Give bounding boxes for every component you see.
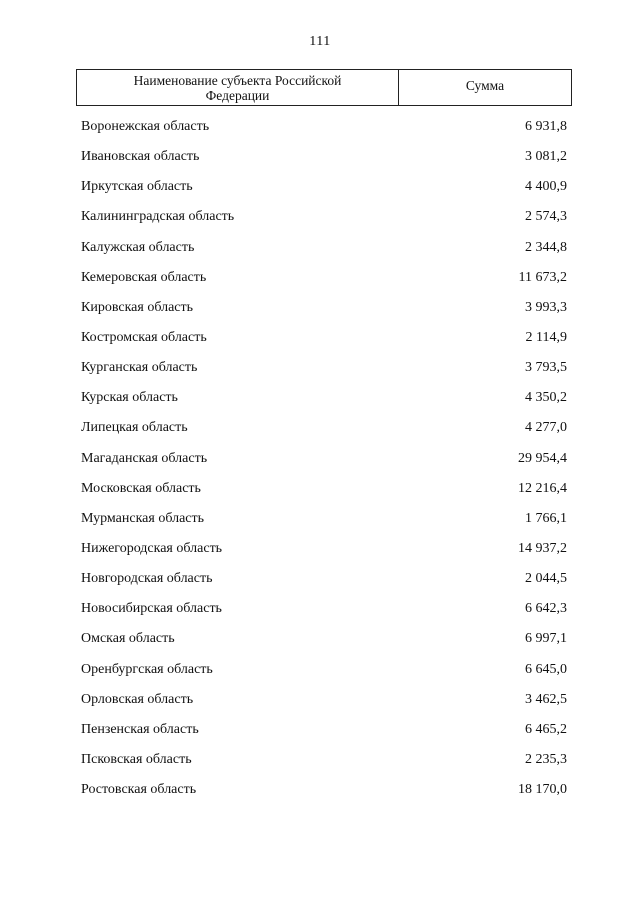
region-sum: 3 793,5 (525, 360, 567, 376)
region-name: Омская область (81, 631, 175, 647)
table-row (81, 564, 567, 594)
region-sum: 6 645,0 (525, 661, 567, 677)
region-sum: 2 114,9 (525, 330, 567, 346)
region-sum: 3 081,2 (525, 149, 567, 165)
table-row (81, 112, 567, 142)
region-sum: 6 465,2 (525, 721, 567, 737)
region-name: Псковская область (81, 752, 192, 768)
region-sum: 3 993,3 (525, 299, 567, 315)
region-sum: 2 235,3 (525, 752, 567, 768)
region-sum: 4 350,2 (525, 390, 567, 406)
region-name: Магаданская область (81, 450, 208, 466)
region-name: Ивановская область (81, 149, 200, 165)
table-row (81, 413, 567, 443)
region-name: Новосибирская область (81, 601, 222, 617)
table-body (81, 112, 567, 805)
table-row (81, 474, 567, 504)
table-row (81, 353, 567, 383)
region-name: Московская область (81, 480, 201, 496)
region-sum: 6 642,3 (525, 601, 567, 617)
region-name: Кировская область (81, 299, 194, 315)
region-sum: 11 673,2 (518, 269, 567, 285)
region-sum: 2 574,3 (525, 209, 567, 225)
table-row (81, 233, 567, 263)
table-row (81, 655, 567, 685)
table-row (81, 594, 567, 624)
table-row (81, 504, 567, 534)
column-header-name: Наименование субъекта Российской Федерации (77, 70, 399, 105)
table-row (81, 172, 567, 202)
region-sum: 6 931,8 (525, 119, 567, 135)
region-sum: 18 170,0 (518, 782, 567, 798)
region-name: Новгородская область (81, 571, 213, 587)
region-sum: 1 766,1 (525, 510, 567, 526)
region-name: Курская область (81, 390, 178, 406)
region-sum: 14 937,2 (518, 541, 567, 557)
region-name: Мурманская область (81, 510, 205, 526)
table-row (81, 323, 567, 353)
region-sum: 29 954,4 (518, 450, 567, 466)
table-row (81, 745, 567, 775)
region-sum: 4 277,0 (525, 420, 567, 436)
region-name: Пензенская область (81, 721, 199, 737)
region-name: Курганская область (81, 360, 198, 376)
table-row (81, 534, 567, 564)
region-name: Иркутская область (81, 179, 193, 195)
table-row (81, 775, 567, 805)
region-sum: 6 997,1 (525, 631, 567, 647)
table-row (81, 624, 567, 654)
region-sum: 3 462,5 (525, 691, 567, 707)
region-name: Кемеровская область (81, 269, 207, 285)
table-row (81, 293, 567, 323)
page-number: 111 (309, 34, 331, 49)
region-sum: 2 344,8 (525, 239, 567, 255)
region-name: Калининградская область (81, 209, 235, 225)
region-name: Липецкая область (81, 420, 188, 436)
region-name: Воронежская область (81, 119, 210, 135)
table-row (81, 685, 567, 715)
region-name: Орловская область (81, 691, 194, 707)
table-header (76, 69, 572, 106)
region-sum: 12 216,4 (518, 480, 567, 496)
table-row (81, 444, 567, 474)
region-name: Калужская область (81, 239, 195, 255)
table-row (81, 142, 567, 172)
region-name: Ростовская область (81, 782, 197, 798)
table-row (81, 263, 567, 293)
region-sum: 2 044,5 (525, 571, 567, 587)
table-row (81, 715, 567, 745)
region-sum: 4 400,9 (525, 179, 567, 195)
column-header-sum: Сумма (465, 77, 505, 93)
table-row (81, 383, 567, 413)
table-row (81, 202, 567, 232)
region-name: Костромская область (81, 330, 207, 346)
region-name: Оренбургская область (81, 661, 213, 677)
region-name: Нижегородская область (81, 541, 223, 557)
